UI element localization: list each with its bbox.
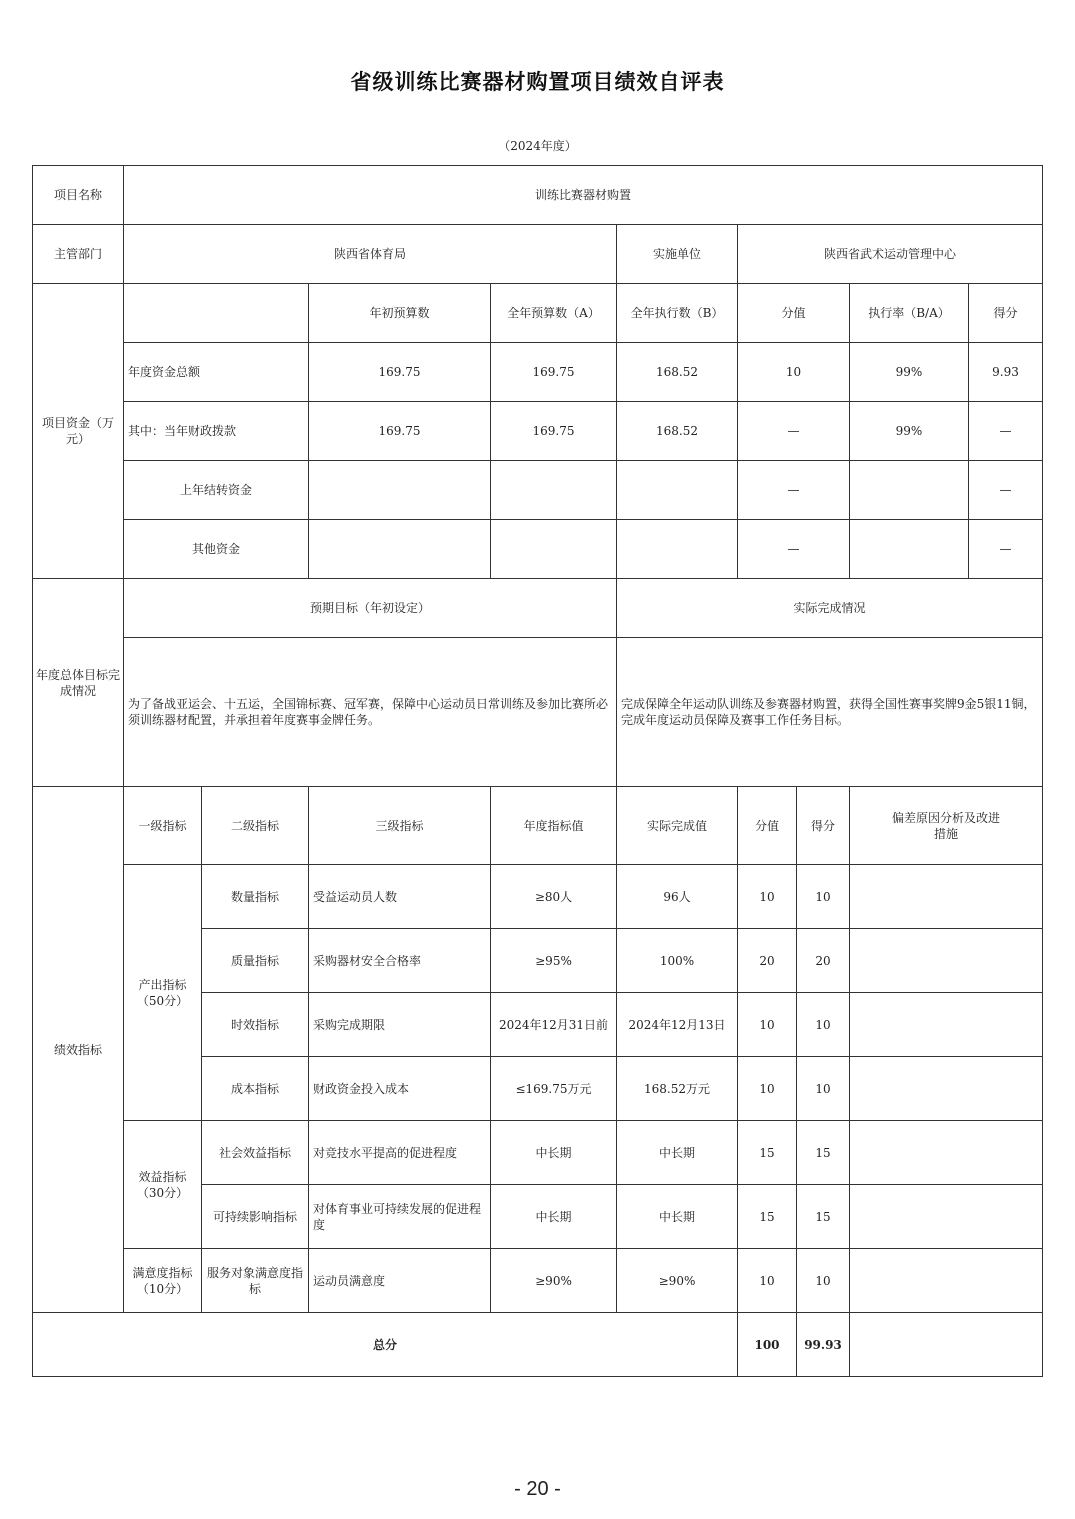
ind-level1-output: 产出指标（50分） bbox=[124, 865, 202, 1121]
funds-row bbox=[33, 520, 1043, 579]
funds-header-blank bbox=[124, 284, 309, 343]
funds-row-score: — bbox=[969, 520, 1043, 579]
project-name-row bbox=[33, 166, 1043, 225]
goals-expected-text: 为了备战亚运会、十五运，全国锦标赛、冠军赛，保障中心运动员日常训练及参加比赛所必须训练器材配置，并承担着年度赛事金牌任务。 bbox=[124, 638, 617, 787]
funds-row-name: 年度资金总额 bbox=[124, 343, 309, 402]
funds-row-weight: 10 bbox=[738, 343, 850, 402]
ind-actual: 2024年12月13日 bbox=[617, 993, 738, 1057]
funds-row-initial: 169.75 bbox=[309, 343, 491, 402]
dept-value: 陕西省体育局 bbox=[124, 225, 617, 284]
funds-row-executed bbox=[617, 461, 738, 520]
indicator-row bbox=[33, 865, 1043, 929]
funds-row-weight: — bbox=[738, 402, 850, 461]
ind-weight: 15 bbox=[738, 1185, 797, 1249]
ind-actual: ≥90% bbox=[617, 1249, 738, 1313]
funds-row-rate: 99% bbox=[850, 402, 969, 461]
funds-header-annual: 全年预算数（A） bbox=[491, 284, 617, 343]
ind-weight: 20 bbox=[738, 929, 797, 993]
ind-level3: 采购器材安全合格率 bbox=[309, 929, 491, 993]
funds-row bbox=[33, 343, 1043, 402]
ind-level2: 数量指标 bbox=[202, 865, 309, 929]
funds-row-weight: — bbox=[738, 520, 850, 579]
ind-score: 15 bbox=[797, 1185, 850, 1249]
ind-deviation bbox=[850, 1185, 1043, 1249]
dept-label: 主管部门 bbox=[33, 225, 124, 284]
ind-level3: 运动员满意度 bbox=[309, 1249, 491, 1313]
ind-deviation bbox=[850, 929, 1043, 993]
funds-row-rate bbox=[850, 520, 969, 579]
ind-level3: 对竞技水平提高的促进程度 bbox=[309, 1121, 491, 1185]
funds-row-score: — bbox=[969, 461, 1043, 520]
funds-header-score: 得分 bbox=[969, 284, 1043, 343]
ind-target: ≥80人 bbox=[491, 865, 617, 929]
funds-header-initial: 年初预算数 bbox=[309, 284, 491, 343]
indicator-row bbox=[33, 1249, 1043, 1313]
ind-score: 15 bbox=[797, 1121, 850, 1185]
funds-row-initial: 169.75 bbox=[309, 402, 491, 461]
total-weight: 100 bbox=[738, 1313, 797, 1377]
funds-row-executed: 168.52 bbox=[617, 343, 738, 402]
funds-row-annual: 169.75 bbox=[491, 402, 617, 461]
funds-row-weight: — bbox=[738, 461, 850, 520]
total-deviation bbox=[850, 1313, 1043, 1377]
ind-deviation bbox=[850, 1057, 1043, 1121]
ind-deviation bbox=[850, 865, 1043, 929]
funds-row-rate: 99% bbox=[850, 343, 969, 402]
ind-header-weight: 分值 bbox=[738, 787, 797, 865]
ind-header-level2: 二级指标 bbox=[202, 787, 309, 865]
ind-actual: 168.52万元 bbox=[617, 1057, 738, 1121]
ind-level1-benefit: 效益指标（30分） bbox=[124, 1121, 202, 1249]
ind-score: 20 bbox=[797, 929, 850, 993]
funds-row-score: — bbox=[969, 402, 1043, 461]
ind-target: 2024年12月31日前 bbox=[491, 993, 617, 1057]
funds-header-executed: 全年执行数（B） bbox=[617, 284, 738, 343]
total-score: 99.93 bbox=[797, 1313, 850, 1377]
ind-actual: 中长期 bbox=[617, 1185, 738, 1249]
ind-level3: 采购完成期限 bbox=[309, 993, 491, 1057]
ind-target: 中长期 bbox=[491, 1185, 617, 1249]
total-row bbox=[33, 1313, 1043, 1377]
ind-target: ≤169.75万元 bbox=[491, 1057, 617, 1121]
department-row bbox=[33, 225, 1043, 284]
funds-header-rate: 执行率（B/A） bbox=[850, 284, 969, 343]
ind-actual: 100% bbox=[617, 929, 738, 993]
ind-target: ≥90% bbox=[491, 1249, 617, 1313]
funds-row-annual bbox=[491, 520, 617, 579]
ind-level2: 社会效益指标 bbox=[202, 1121, 309, 1185]
funds-row bbox=[33, 461, 1043, 520]
ind-weight: 10 bbox=[738, 1249, 797, 1313]
ind-score: 10 bbox=[797, 1249, 850, 1313]
ind-actual: 中长期 bbox=[617, 1121, 738, 1185]
funds-row-name: 其他资金 bbox=[124, 520, 309, 579]
ind-score: 10 bbox=[797, 1057, 850, 1121]
ind-level2: 质量指标 bbox=[202, 929, 309, 993]
ind-header-actual: 实际完成值 bbox=[617, 787, 738, 865]
ind-level3: 对体育事业可持续发展的促进程度 bbox=[309, 1185, 491, 1249]
funds-row-annual bbox=[491, 461, 617, 520]
ind-level2: 时效指标 bbox=[202, 993, 309, 1057]
ind-level2: 成本指标 bbox=[202, 1057, 309, 1121]
funds-row-executed bbox=[617, 520, 738, 579]
funds-row-name: 其中：当年财政拨款 bbox=[124, 402, 309, 461]
ind-score: 10 bbox=[797, 993, 850, 1057]
goals-header-row bbox=[33, 579, 1043, 638]
funds-row bbox=[33, 402, 1043, 461]
funds-row-name: 上年结转资金 bbox=[124, 461, 309, 520]
impl-unit-label: 实施单位 bbox=[617, 225, 738, 284]
ind-level2: 可持续影响指标 bbox=[202, 1185, 309, 1249]
funds-row-score: 9.93 bbox=[969, 343, 1043, 402]
ind-header-score: 得分 bbox=[797, 787, 850, 865]
ind-header-level3: 三级指标 bbox=[309, 787, 491, 865]
year-label: （2024年度） bbox=[498, 139, 577, 153]
ind-header-level1: 一级指标 bbox=[124, 787, 202, 865]
indicators-header-row bbox=[33, 787, 1043, 865]
indicators-label: 绩效指标 bbox=[33, 787, 124, 1313]
ind-deviation bbox=[850, 1121, 1043, 1185]
ind-deviation bbox=[850, 993, 1043, 1057]
funds-row-executed: 168.52 bbox=[617, 402, 738, 461]
project-name-label: 项目名称 bbox=[33, 166, 124, 225]
ind-score: 10 bbox=[797, 865, 850, 929]
indicator-row bbox=[33, 1121, 1043, 1185]
ind-level1-satisfaction: 满意度指标（10分） bbox=[124, 1249, 202, 1313]
ind-weight: 15 bbox=[738, 1121, 797, 1185]
goals-expected-header: 预期目标（年初设定） bbox=[124, 579, 617, 638]
goals-content-row bbox=[33, 638, 1043, 787]
funds-header-row bbox=[33, 284, 1043, 343]
ind-weight: 10 bbox=[738, 1057, 797, 1121]
goals-actual-text: 完成保障全年运动队训练及参赛器材购置，获得全国性赛事奖牌9金5银11铜，完成年度运动员保障及赛事工作任务目标。 bbox=[617, 638, 1043, 787]
page-title: 省级训练比赛器材购置项目绩效自评表 bbox=[350, 70, 725, 94]
funds-row-initial bbox=[309, 461, 491, 520]
impl-unit-value: 陕西省武术运动管理中心 bbox=[738, 225, 1043, 284]
total-label: 总分 bbox=[33, 1313, 738, 1377]
ind-header-deviation: 偏差原因分析及改进措施 bbox=[850, 787, 1043, 865]
project-name-value: 训练比赛器材购置 bbox=[124, 166, 1043, 225]
goals-label: 年度总体目标完成情况 bbox=[33, 579, 124, 787]
funds-row-annual: 169.75 bbox=[491, 343, 617, 402]
ind-level3: 受益运动员人数 bbox=[309, 865, 491, 929]
goals-actual-header: 实际完成情况 bbox=[617, 579, 1043, 638]
evaluation-table bbox=[32, 165, 1043, 1377]
funds-row-rate bbox=[850, 461, 969, 520]
ind-target: 中长期 bbox=[491, 1121, 617, 1185]
funds-label: 项目资金（万元） bbox=[33, 284, 124, 579]
ind-weight: 10 bbox=[738, 865, 797, 929]
ind-deviation bbox=[850, 1249, 1043, 1313]
ind-target: ≥95% bbox=[491, 929, 617, 993]
funds-row-initial bbox=[309, 520, 491, 579]
ind-level3: 财政资金投入成本 bbox=[309, 1057, 491, 1121]
ind-weight: 10 bbox=[738, 993, 797, 1057]
ind-header-target: 年度指标值 bbox=[491, 787, 617, 865]
page-number: - 20 - bbox=[514, 1478, 561, 1500]
ind-actual: 96人 bbox=[617, 865, 738, 929]
ind-level2: 服务对象满意度指标 bbox=[202, 1249, 309, 1313]
funds-header-weight: 分值 bbox=[738, 284, 850, 343]
